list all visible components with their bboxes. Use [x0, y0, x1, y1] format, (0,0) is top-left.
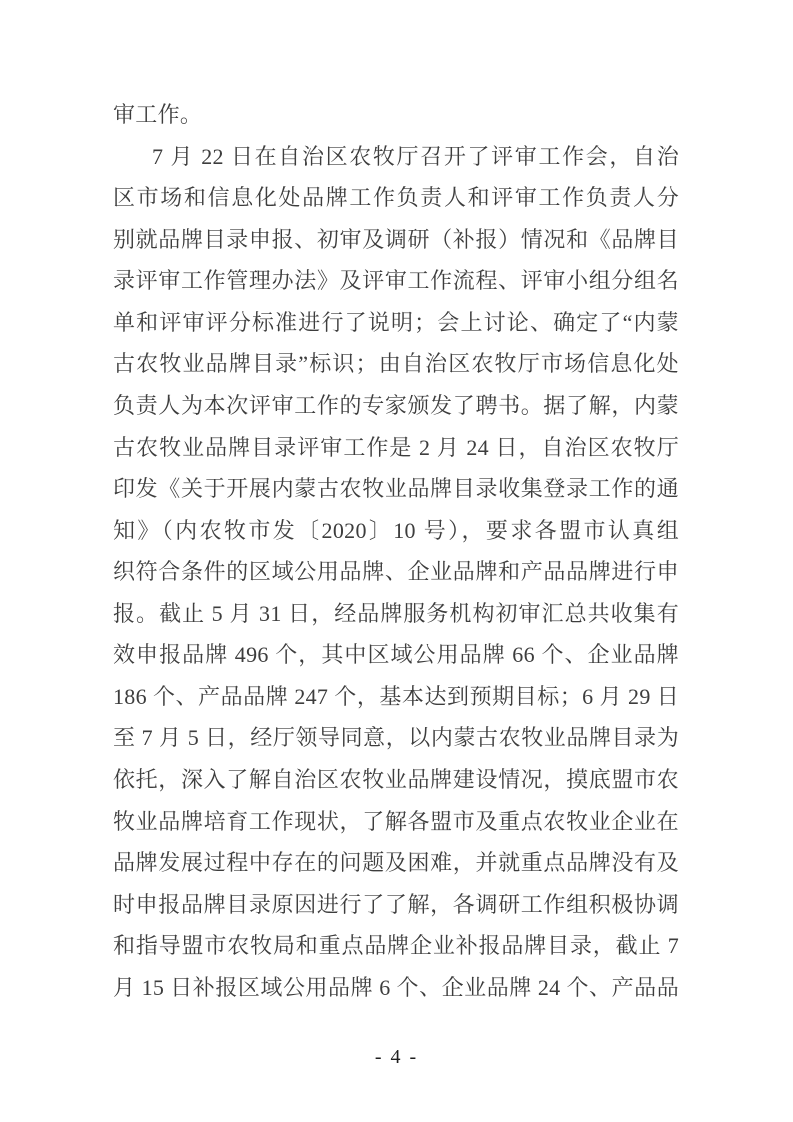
text-line: 月 15 日补报区域公用品牌 6 个、企业品牌 24 个、产品品: [113, 974, 679, 1000]
page-number: - 4 -: [374, 1046, 419, 1068]
text-line: 时申报品牌目录原因进行了了解，各调研工作组积极协调: [113, 891, 679, 917]
text-line: 单和评审评分标准进行了说明；会上讨论、确定了“内蒙: [113, 309, 679, 335]
text-line: 品牌发展过程中存在的问题及困难，并就重点品牌没有及: [113, 850, 679, 876]
text-line: 区市场和信息化处品牌工作负责人和评审工作负责人分: [113, 185, 679, 211]
text-line: 牧业品牌培育工作现状，了解各盟市及重点农牧业企业在: [113, 808, 679, 834]
text-line: 古农牧业品牌目录评审工作是 2 月 24 日，自治区农牧厅: [113, 434, 679, 460]
text-line: 别就品牌目录申报、初审及调研（补报）情况和《品牌目: [113, 226, 679, 252]
text-line: 和指导盟市农牧局和重点品牌企业补报品牌目录，截止 7: [113, 933, 679, 959]
text-line: 织符合条件的区域公用品牌、企业品牌和产品品牌进行申: [113, 559, 679, 585]
text-line: 效申报品牌 496 个，其中区域公用品牌 66 个、企业品牌: [113, 642, 679, 668]
text-line: 至 7 月 5 日，经厅领导同意，以内蒙古农牧业品牌目录为: [113, 725, 679, 751]
text-line: 报。截止 5 月 31 日，经品牌服务机构初审汇总共收集有: [113, 600, 679, 626]
text-line: 186 个、产品品牌 247 个，基本达到预期目标；6 月 29 日: [113, 683, 679, 709]
text-line: 审工作。: [113, 102, 203, 127]
text-line: 印发《关于开展内蒙古农牧业品牌目录收集登录工作的通: [113, 476, 679, 502]
text-line: 录评审工作管理办法》及评审工作流程、评审小组分组名: [113, 268, 679, 294]
document-body: [113, 94, 679, 1008]
text-line: 依托，深入了解自治区农牧业品牌建设情况，摸底盟市农: [113, 767, 679, 792]
text-line: 古农牧业品牌目录”标识；由自治区农牧厅市场信息化处: [113, 351, 679, 377]
text-line: 7 月 22 日在自治区农牧厅召开了评审工作会，自治: [152, 143, 679, 169]
text-line: 负责人为本次评审工作的专家颁发了聘书。据了解，内蒙: [113, 392, 679, 418]
text-line: 知》（内农牧市发〔2020〕10 号），要求各盟市认真组: [113, 517, 679, 543]
